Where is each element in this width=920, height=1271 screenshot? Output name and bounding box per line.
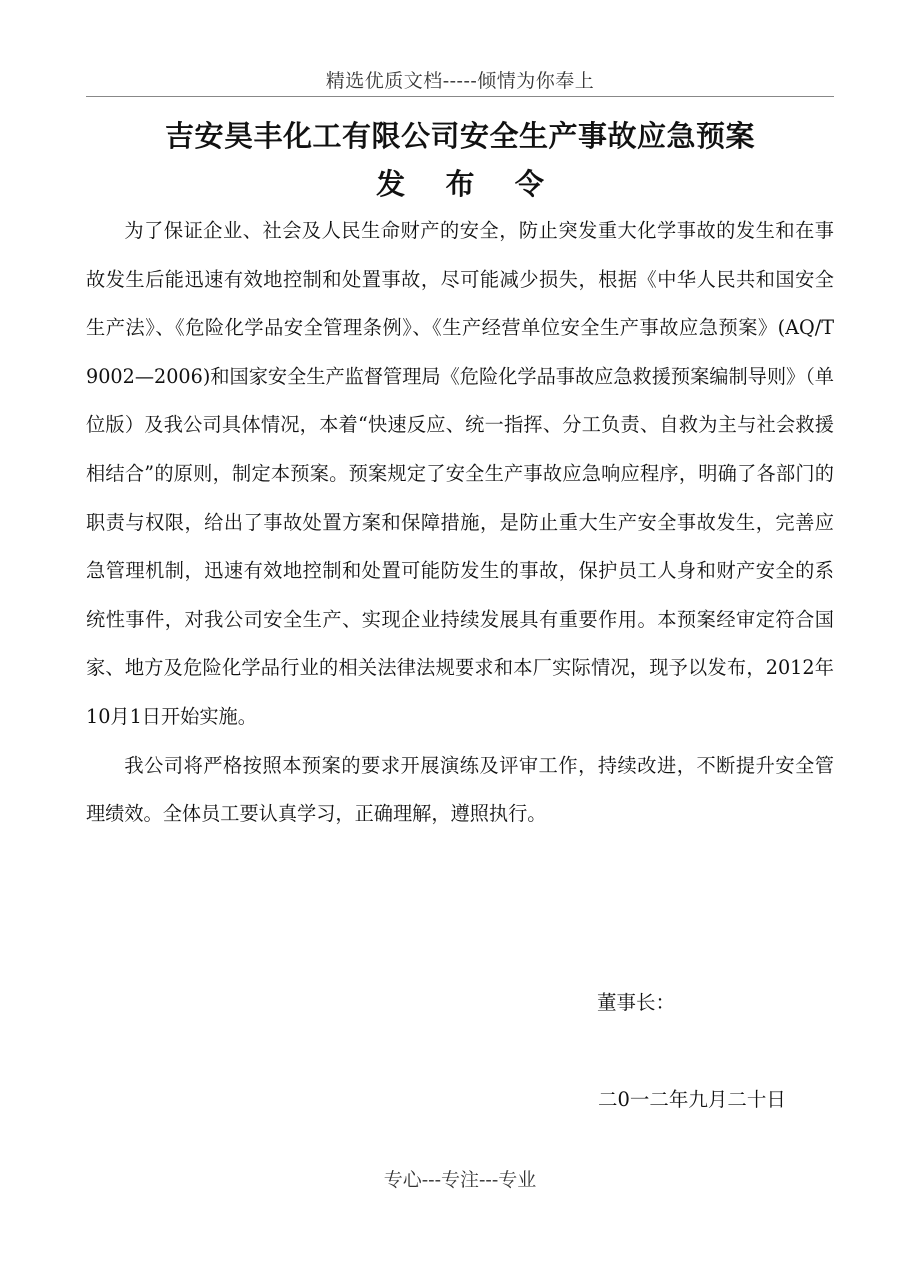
document-date: 二0一二年九月二十日 <box>598 1088 786 1111</box>
body-paragraph: 我公司将严格按照本预案的要求开展演练及评审工作，持续改进，不断提升安全管理绩效。全体员工要认真学习，正确理解，遵照执行。 <box>86 753 834 826</box>
document-title: 吉安昊丰化工有限公司安全生产事故应急预案 <box>164 119 755 153</box>
document-body <box>86 207 834 839</box>
body-paragraph: 为了保证企业、社会及人民生命财产的安全，防止突发重大化学事故的发生和在事故发生后能迅速有效地控制和处置事故，尽可能减少损失，根据《中华人民共和国安全生产法》、《危险化学品安全管理条例》、《生产经营单位安全生产事故应急预案》(AQ/T 9002—2006)和国家安全生产监督管理局《危险化学品事故应急救援预案编制导则》（单位版）及我公司具体情况，本着“快速反应、统一指挥、分工负责、自救为主与社会救援相结合”的原则，制定本预案。预案规定了安全生产事故应急响应程序，明确了各部门的职责与权限，给出了事故处置方案和保障措施，是防止重大生产安全事故发生，完善应急管理机制，迅速有效地控制和处置可能防发生的事故，保护员工人身和财产安全的系统性事件，对我公司安全生产、实现企业持续发展具有重要作用。本预案经审定符合国家、地方及危险化学品行业的相关法律法规要求和本厂实际情况，现予以发布，2012年10月1日开始实施。 <box>86 219 834 728</box>
header-divider <box>86 96 834 97</box>
page-footer: 专心---专注---专业 <box>383 1169 537 1191</box>
document-subtitle: 发 布 令 <box>376 167 544 201</box>
signature-label: 董事长： <box>597 991 676 1014</box>
page-header: 精选优质文档-----倾情为你奉上 <box>325 70 595 92</box>
